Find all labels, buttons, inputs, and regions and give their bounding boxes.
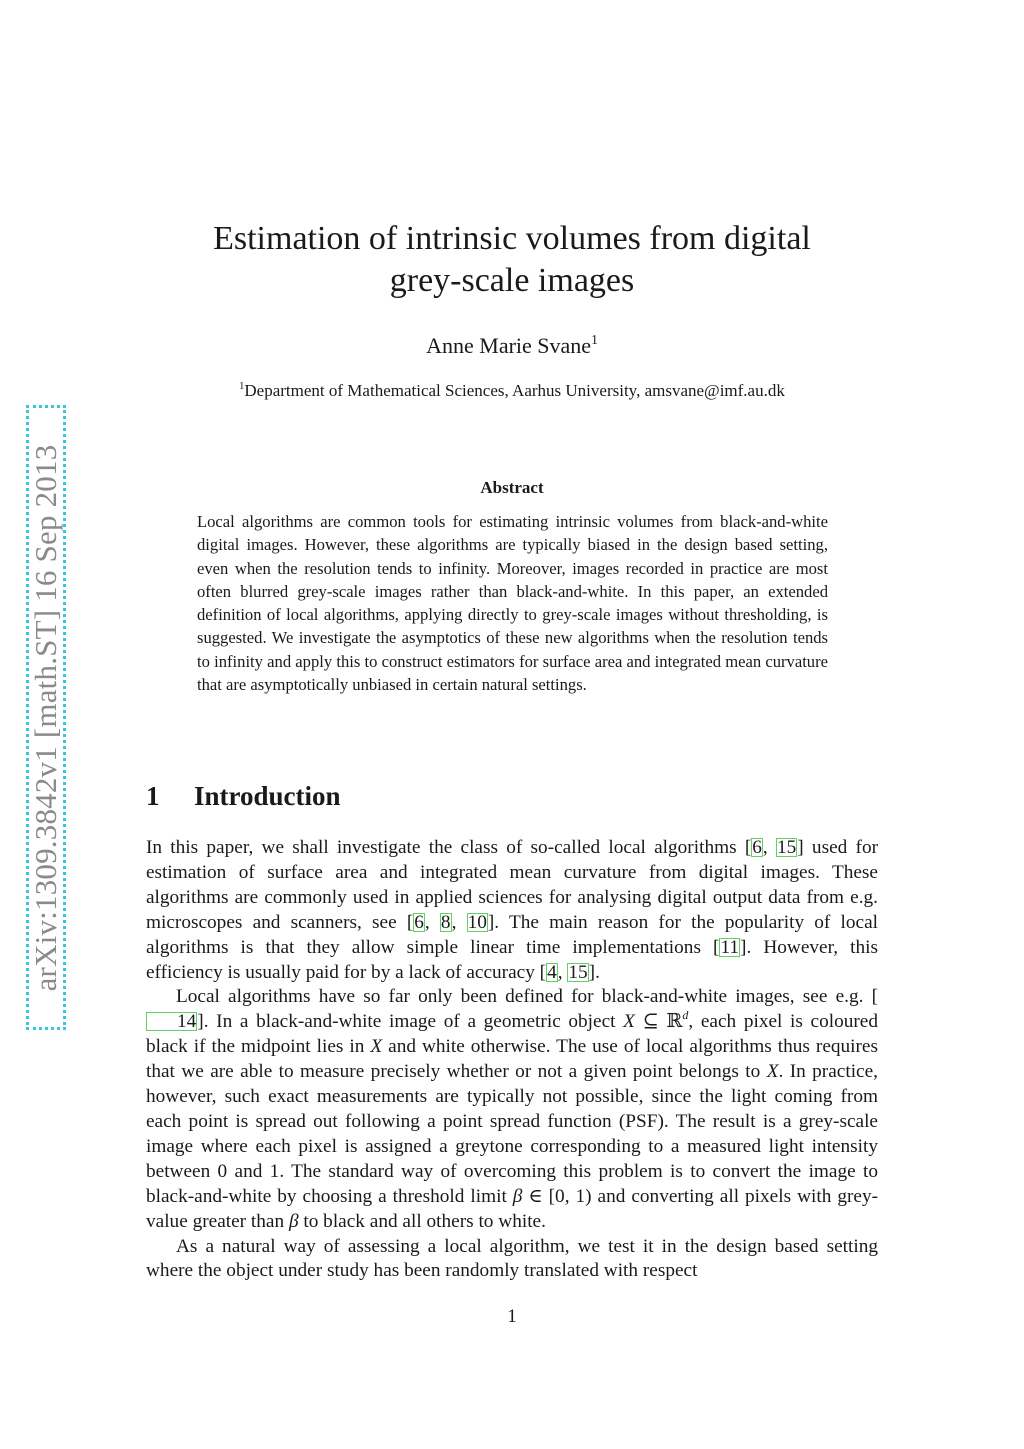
affiliation-text: Department of Mathematical Sciences, Aarhus University, amsvane@imf.au.dk <box>244 381 785 400</box>
title-line-1: Estimation of intrinsic volumes from digital <box>213 220 811 257</box>
section-heading <box>146 778 341 814</box>
citation-link[interactable]: 10 <box>467 911 487 933</box>
text-run: ]. <box>588 961 600 983</box>
math-symbol: X <box>370 1036 383 1058</box>
text-run: ] used for estimation of surface area and integrated mean curvature from digital images. These algorithms are commonly used in applied sciences for analysing digital output data from e.g. microscopes and scanners, see [ <box>146 837 879 933</box>
abstract-heading: Abstract <box>480 478 544 497</box>
math-symbol: ⊆ ℝ <box>634 1011 683 1033</box>
citation-link[interactable]: 8 <box>440 911 451 933</box>
abstract-text: Local algorithms are common tools for estimating intrinsic volumes from black-and-white digital images. However, these algorithms are typically biased in the design based setting, even when the resolution tends to infinity. Moreover, images recorded in practice are most often blurred grey-scale images rather than black-and-white. In this paper, an extended definition of local algorithms, applying directly to grey-scale images without thresholding, is suggested. We investigate the asymptotics of these new algorithms when the resolution tends to infinity and apply this to construct estimators for surface area and integrated mean curvature that are asymptotically unbiased in certain natural settings. <box>197 512 828 695</box>
text-run: , each pixel is coloured black if the midpoint lies in <box>146 1011 878 1058</box>
citation-link[interactable]: 4 <box>547 961 557 983</box>
body-text <box>146 836 878 1284</box>
citation-link[interactable]: 11 <box>720 936 740 958</box>
text-run: ]. However, this efficiency is usually paid for by a lack of accuracy [ <box>146 936 878 983</box>
text-run: In this paper, we shall investigate the class of so-called local algorithms [ <box>146 837 752 858</box>
text-run: , <box>762 837 776 858</box>
citation-link[interactable]: 6 <box>752 837 762 858</box>
paragraph-3: As a natural way of assessing a local algorithm, we test it in the design based setting where the object under study has been randomly translated with respect <box>146 1235 878 1282</box>
page-number: 1 <box>507 1306 517 1327</box>
arxiv-stamp <box>26 405 66 1030</box>
author-name: Anne Marie Svane <box>426 333 592 358</box>
text-run: Local algorithms have so far only been defined for black-and-white images, see e.g. [ <box>176 986 878 1008</box>
citation-link[interactable]: 6 <box>414 911 424 933</box>
paragraph-2 <box>146 985 878 1234</box>
text-run: and white otherwise. The use of local algorithms thus requires that we are able to measure precisely whether or not a given point belongs to <box>146 1036 878 1083</box>
affiliation-superscript: 1 <box>239 380 245 392</box>
math-symbol: β <box>288 1210 299 1232</box>
title-line-2: grey-scale images <box>389 262 635 299</box>
math-superscript: d <box>682 1008 689 1023</box>
citation-link[interactable]: 15 <box>776 837 797 858</box>
citation-link[interactable]: 14 <box>146 1012 197 1031</box>
text-run: to black and all others to white. <box>298 1210 546 1232</box>
text-run: , <box>451 911 467 933</box>
author-superscript: 1 <box>591 332 598 347</box>
text-run: ]. In a black-and-white image of a geometric object <box>197 1011 624 1033</box>
paper-title <box>146 218 878 302</box>
paragraph-1 <box>146 836 878 985</box>
section-number: 1 <box>146 781 160 811</box>
math-symbol: β <box>512 1185 523 1207</box>
text-run: , <box>557 961 568 983</box>
text-run: . In practice, however, such exact measurements are typically not possible, since the light coming from each point is spread out following a point spread function (PSF). The result is a grey-scale image where each pixel is assigned a greytone corresponding to a measured light intensity between 0 and 1. The standard way of overcoming this problem is to convert the image to black-and-white by choosing a threshold limit <box>146 1061 878 1207</box>
text-run: , <box>424 911 440 933</box>
text-run: ]. The main reason for the popularity of local algorithms is that they allow simple linear time implementations [ <box>146 911 879 958</box>
affiliation <box>146 379 878 403</box>
arxiv-identifier: arXiv:1309.3842v1 [math.ST] 16 Sep 2013 <box>28 444 63 991</box>
math-symbol: X <box>623 1011 635 1033</box>
text-run: ∈ [0, 1) and converting all pixels with grey-value greater than <box>146 1185 879 1232</box>
author <box>146 332 878 360</box>
section-title: Introduction <box>194 781 341 811</box>
citation-link[interactable]: 15 <box>568 961 588 983</box>
math-symbol: X <box>766 1061 779 1083</box>
